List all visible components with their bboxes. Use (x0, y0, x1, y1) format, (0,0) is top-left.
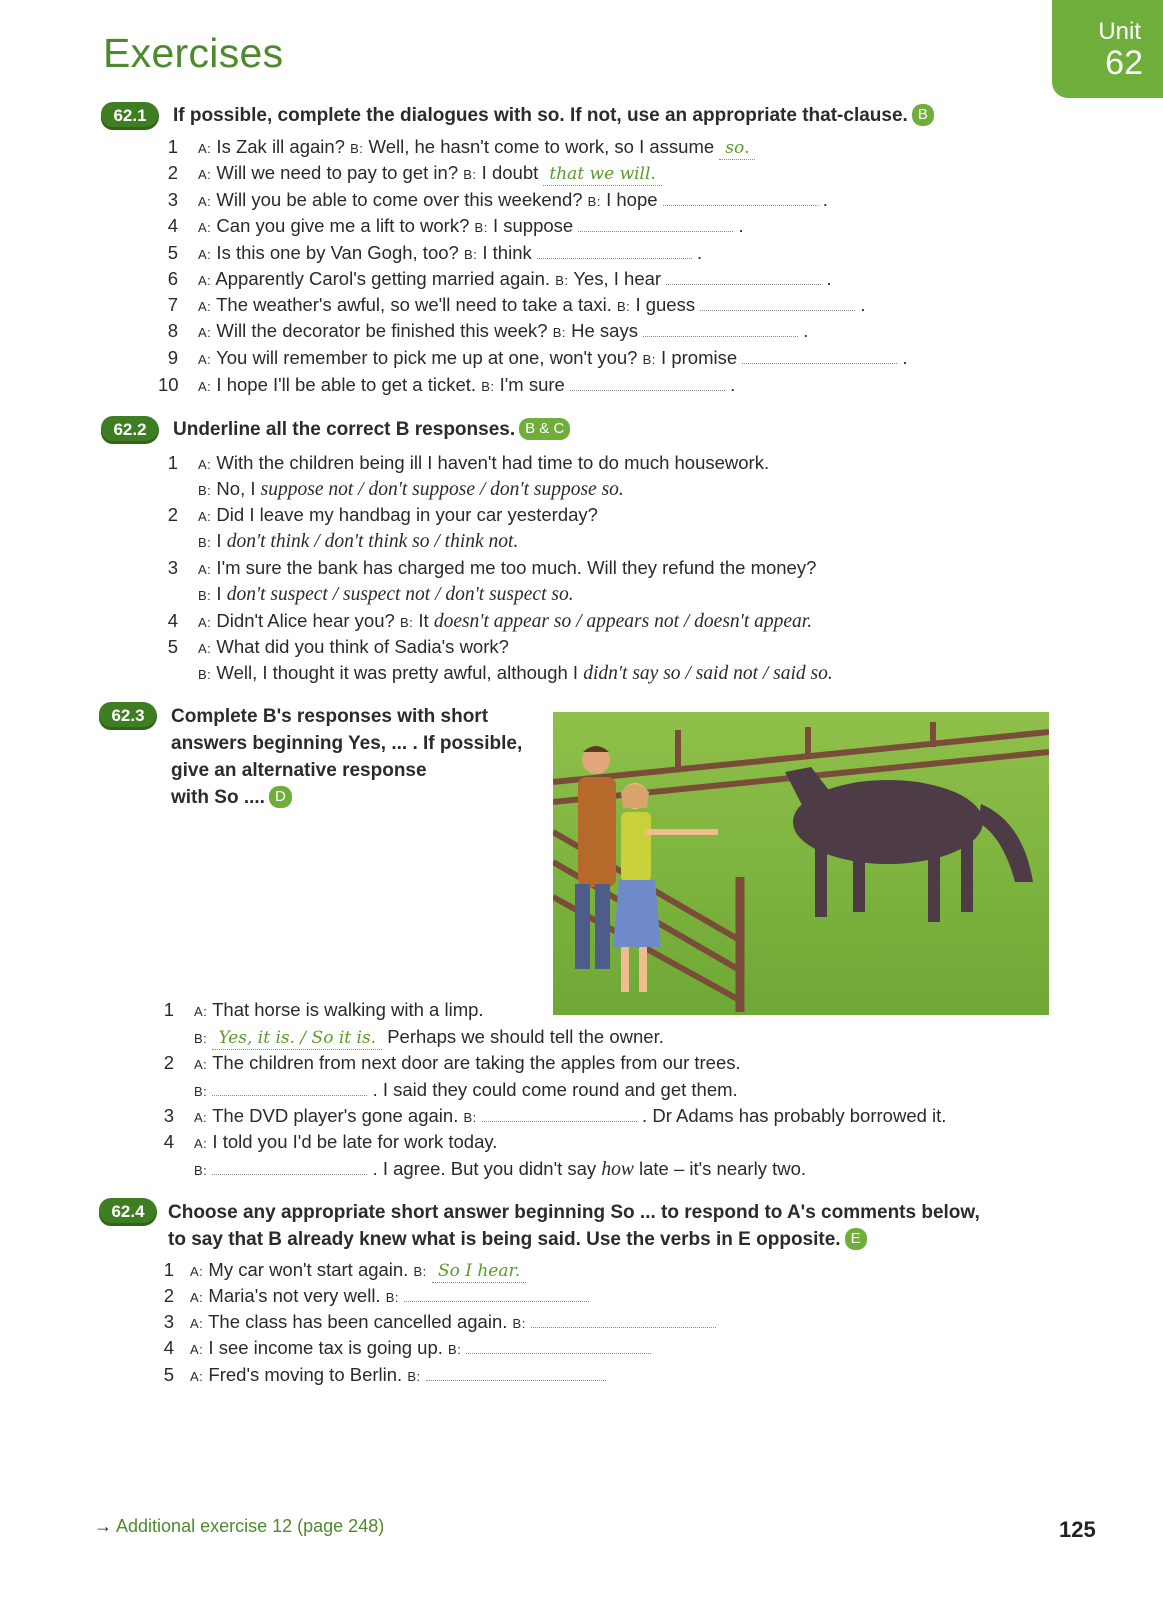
speaker-label: A: (190, 1290, 204, 1305)
arrow-right-icon: → (94, 1516, 112, 1536)
answer-blank[interactable] (537, 240, 692, 259)
item-number: 2 (167, 504, 178, 525)
page-number: 125 (1059, 1517, 1096, 1542)
end-period: . (733, 215, 744, 236)
answer-blank[interactable] (666, 266, 821, 285)
item-body: A: I'm sure the bank has charged me too much. Will they refund the money? (198, 557, 817, 578)
speaker-label: A: (194, 1057, 208, 1072)
speaker-label: B: (481, 379, 495, 394)
speaker-label: B: (198, 588, 212, 603)
item-body: A: The DVD player's gone again. B: . Dr Adams has probably borrowed it. (194, 1105, 947, 1126)
instr-text: Underline all the correct B responses. (173, 419, 516, 440)
speaker-label: B: (407, 1369, 421, 1384)
item-body: A: The children from next door are taking the apples from our trees. (194, 1052, 741, 1073)
speaker-label: B: (198, 535, 212, 550)
response-options[interactable]: don't suspect / suspect not / don't suspect so. (226, 584, 574, 605)
end-period: . (855, 294, 866, 315)
answer-blank[interactable] (570, 372, 725, 391)
exercise-item (158, 187, 828, 215)
unit-number: 62 (1105, 44, 1143, 82)
instr-keyword: so (537, 105, 560, 126)
item-body: A: My car won't start again. B: So I hear. (190, 1259, 526, 1280)
response-line: B: I don't think / don't think so / think not. (198, 530, 519, 552)
answer-blank[interactable] (700, 292, 855, 311)
exercise-instruction (173, 416, 570, 443)
answer-blank[interactable] (426, 1362, 606, 1381)
response-line: B: . I said they could come round and get them. (194, 1079, 738, 1100)
speaker-label: A: (190, 1369, 204, 1384)
end-period: . (691, 242, 703, 263)
response-options[interactable]: suppose not / don't suppose / don't suppose so. (260, 479, 624, 500)
item-body: A: Did I leave my handbag in your car yesterday? (198, 504, 598, 525)
speaker-label: A: (198, 379, 212, 394)
speaker-label: A: (190, 1316, 204, 1331)
instr-line: with So .... (171, 787, 265, 808)
item-number: 2 (167, 162, 178, 183)
answer-blank[interactable] (663, 187, 818, 206)
item-body: A: The class has been cancelled again. B: (190, 1311, 716, 1332)
unit-label: Unit (1098, 18, 1141, 45)
instr-line: Choose any appropriate short answer beginning So ... to respond to A's comments below, (168, 1202, 980, 1223)
exercise-instruction (173, 102, 934, 129)
instr-line: to say that B already knew what is being said. Use the verbs in E opposite. (168, 1229, 841, 1250)
exercise-number-badge: 62.3 (99, 702, 157, 730)
item-number: 3 (167, 557, 178, 578)
exercise-item (158, 372, 735, 400)
speaker-label: B: (350, 141, 364, 156)
instr-line: give an alternative response (171, 760, 427, 781)
speaker-label: A: (194, 1004, 208, 1019)
handwritten-answer: so. (719, 137, 755, 160)
item-number: 1 (163, 1259, 174, 1280)
item-body: A: Apparently Carol's getting married again. B: Yes, I hear . (198, 268, 832, 289)
man-figure (575, 746, 616, 969)
end-period: . (897, 347, 908, 368)
end-period: . (725, 374, 736, 395)
item-body: A: Fred's moving to Berlin. B: (190, 1364, 606, 1385)
unit-tab (1052, 0, 1163, 98)
speaker-label: A: (198, 220, 212, 235)
speaker-label: A: (198, 167, 212, 182)
item-body: A: I see income tax is going up. B: (190, 1337, 651, 1358)
answer-blank[interactable] (531, 1309, 716, 1328)
item-body: A: I hope I'll be able to get a ticket. B: I'm sure . (198, 374, 736, 395)
speaker-label: B: (617, 299, 631, 314)
item-number: 6 (167, 268, 178, 289)
speaker-label: A: (198, 325, 212, 340)
item-number: 8 (167, 320, 178, 341)
response-options[interactable]: don't think / don't think so / think not. (226, 531, 519, 552)
item-number: 2 (163, 1285, 174, 1306)
item-body: A: Is this one by Van Gogh, too? B: I think . (198, 242, 703, 263)
exercise-item (154, 1309, 716, 1337)
item-body: A: You will remember to pick me up at one, won't you? B: I promise . (198, 347, 908, 368)
exercise-item (158, 502, 598, 530)
answer-blank[interactable] (643, 318, 798, 337)
speaker-label: A: (198, 299, 212, 314)
item-body: A: Maria's not very well. B: (190, 1285, 589, 1306)
item-number: 1 (167, 136, 178, 157)
handwritten-answer: Yes, it is. / So it is. (212, 1027, 382, 1050)
exercise-item (154, 997, 484, 1025)
speaker-label: B: (198, 483, 212, 498)
answer-blank[interactable] (482, 1103, 637, 1122)
section-tag: E (845, 1228, 867, 1250)
speaker-label: A: (198, 141, 212, 156)
speaker-label: A: (198, 562, 212, 577)
exercise-item (154, 1129, 497, 1157)
instr-text: . (902, 105, 908, 126)
item-number: 4 (163, 1131, 174, 1152)
speaker-label: B: (463, 167, 477, 182)
instr-text: If possible, complete the dialogues with (173, 105, 538, 126)
response-options[interactable]: didn't say so / said not / said so. (583, 663, 833, 684)
answer-blank[interactable] (404, 1283, 589, 1302)
item-body: A: Will you be able to come over this weekend? B: I hope . (198, 189, 828, 210)
item-body: A: Is Zak ill again? B: Well, he hasn't come to work, so I assume so. (198, 136, 755, 157)
additional-exercise-link[interactable] (94, 1516, 384, 1537)
speaker-label: A: (194, 1110, 208, 1125)
speaker-label: B: (194, 1031, 208, 1046)
instr-text: . If not, use an appropriate (559, 105, 803, 126)
exercise-item (158, 318, 808, 346)
answer-blank[interactable] (212, 1077, 367, 1096)
speaker-label: B: (512, 1316, 526, 1331)
item-body: A: With the children being ill I haven't had time to do much housework. (198, 452, 770, 473)
section-tag: D (269, 786, 292, 808)
speaker-label: B: (198, 667, 212, 682)
exercise-instruction (168, 1199, 980, 1253)
response-line: B: No, I suppose not / don't suppose / don't suppose so. (198, 478, 624, 500)
item-body: A: Can you give me a lift to work? B: I suppose . (198, 215, 744, 236)
speaker-label: B: (642, 352, 656, 367)
exercise-item (154, 1257, 526, 1285)
exercise-item (158, 160, 662, 188)
item-number: 4 (167, 215, 178, 236)
speaker-label: B: (587, 194, 601, 209)
exercise-item (158, 555, 816, 583)
handwritten-answer: So I hear. (432, 1260, 526, 1283)
speaker-label: B: (555, 273, 569, 288)
speaker-label: A: (198, 641, 212, 656)
section-tag: B (912, 104, 934, 126)
answer-blank[interactable] (742, 345, 897, 364)
instr-keyword: that-clause (802, 105, 903, 126)
item-number: 3 (163, 1311, 174, 1332)
exercise-item (158, 134, 755, 162)
response-line: B: Well, I thought it was pretty awful, although I didn't say so / said not / said so. (198, 662, 833, 684)
speaker-label: A: (194, 1136, 208, 1151)
item-number: 7 (167, 294, 178, 315)
item-number: 4 (163, 1337, 174, 1358)
item-body: A: What did you think of Sadia's work? (198, 636, 509, 657)
response-line: B: . I agree. But you didn't say how late – it's nearly two. (194, 1158, 807, 1180)
speaker-label: A: (198, 194, 212, 209)
exercise-item (158, 213, 744, 241)
speaker-label: B: (413, 1264, 427, 1279)
item-number: 9 (167, 347, 178, 368)
page-title: Exercises (103, 30, 284, 76)
end-period: . (821, 268, 832, 289)
speaker-label: B: (385, 1290, 400, 1305)
exercise-item (158, 450, 769, 478)
answer-blank[interactable] (212, 1156, 367, 1175)
answer-blank[interactable] (466, 1335, 651, 1354)
speaker-label: B: (463, 247, 478, 262)
response-line: B: Yes, it is. / So it is. Perhaps we should tell the owner. (194, 1026, 664, 1048)
item-number: 3 (167, 189, 178, 210)
item-number: 1 (163, 999, 174, 1020)
page-ref: (page 248) (297, 1516, 385, 1536)
exercise-item (154, 1283, 589, 1311)
response-line: B: I don't suspect / suspect not / don't suspect so. (198, 583, 574, 605)
speaker-label: B: (463, 1110, 477, 1125)
exercise-item (158, 345, 908, 373)
answer-blank[interactable] (578, 213, 733, 232)
speaker-label: A: (198, 615, 212, 630)
item-number: 10 (158, 374, 179, 395)
item-body: A: Will the decorator be finished this week? B: He says . (198, 320, 809, 341)
speaker-label: A: (198, 509, 212, 524)
speaker-label: A: (198, 273, 212, 288)
item-body: A: The weather's awful, so we'll need to take a taxi. B: I guess . (198, 294, 866, 315)
item-number: 4 (167, 610, 178, 631)
item-body: A: Will we need to pay to get in? B: I doubt that we will. (198, 162, 662, 183)
instr-line: Complete B's responses with short (171, 706, 489, 727)
handwritten-answer: that we will. (543, 163, 661, 186)
instr-line: answers beginning Yes, ... . If possible, (171, 733, 523, 754)
speaker-label: A: (190, 1264, 204, 1279)
item-body: A: Didn't Alice hear you? B: It doesn't appear so / appears not / doesn't appear. (198, 610, 813, 632)
exercise-number-badge: 62.4 (99, 1198, 157, 1226)
exercise-number-badge: 62.1 (101, 102, 159, 130)
item-number: 2 (163, 1052, 174, 1073)
speaker-label: A: (198, 247, 212, 262)
item-body: A: I told you I'd be late for work today. (194, 1131, 498, 1152)
item-number: 1 (167, 452, 178, 473)
item-number: 5 (163, 1364, 174, 1385)
section-tag: B & C (519, 418, 570, 440)
exercise-item (154, 1362, 606, 1390)
exercise-item (158, 266, 832, 294)
speaker-label: A: (198, 352, 212, 367)
couple-and-horse-illustration (553, 712, 1049, 1015)
speaker-label: B: (474, 220, 488, 235)
speaker-label: A: (190, 1342, 204, 1357)
item-number: 5 (167, 242, 178, 263)
exercise-item (158, 292, 866, 320)
speaker-label: B: (552, 325, 566, 340)
speaker-label: A: (198, 457, 212, 472)
emphasis: how (601, 1159, 634, 1180)
speaker-label: B: (448, 1342, 462, 1357)
exercise-instruction (171, 703, 522, 811)
end-period: . (817, 189, 828, 210)
item-body: A: That horse is walking with a limp. (194, 999, 484, 1020)
speaker-label: B: (194, 1163, 208, 1178)
item-number: 3 (163, 1105, 174, 1126)
exercise-item (154, 1335, 651, 1363)
response-options: doesn't appear so / appears not / doesn't appear. (433, 611, 813, 632)
speaker-label: B: (194, 1084, 208, 1099)
link-text: Additional exercise 12 (116, 1516, 293, 1536)
exercise-item (154, 1103, 946, 1131)
exercise-item (154, 1050, 741, 1078)
exercise-item (158, 240, 702, 268)
exercise-number-badge: 62.2 (101, 416, 159, 444)
item-number: 5 (167, 636, 178, 657)
end-period: . (798, 320, 809, 341)
speaker-label: B: (399, 615, 414, 630)
exercise-item (158, 634, 509, 662)
exercise-item (158, 608, 812, 636)
